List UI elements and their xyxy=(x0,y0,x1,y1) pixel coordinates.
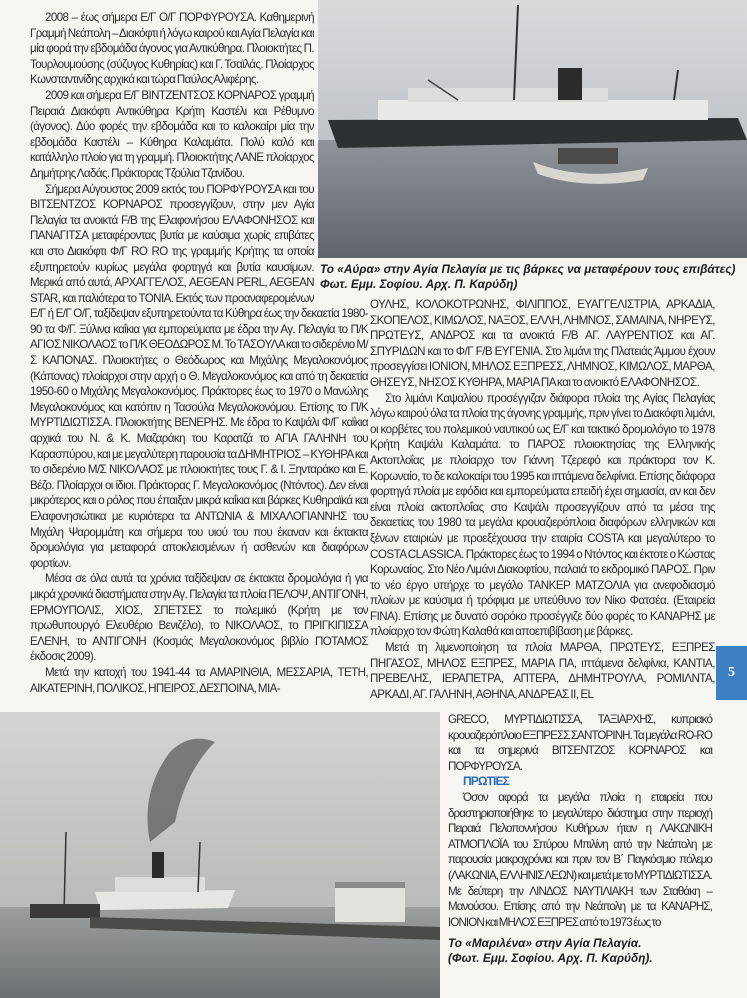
paragraph: Σήμερα Αύγουστος 2009 εκτός του ΠΟΡΦΥΡΟΥΣΑ και του ΒΙΤΣΕΝΤΖΟΣ ΚΟΡΝΑΡΟΣ προσεγγίζουν, στην μεν Αγία Πελαγία τα ανοικτά F/B της Ελαφονήσου ΕΛΑΦΟΝΗΣΟΣ και ΠΑΝΑΓΙΤΣΑ μεταφέροντας βυτία με καύσιμα χωρίς επιβάτες και στο Διακόφτι Φ/Γ RO RO της γραμμής Κρήτης τα οποία εξυπηρετούν κυρίως μεγάλα φορτηγά και βυτία καυσίμων. Μερικά από αυτά, ΑΡΧΑΓΓΕΛΟΣ, AEGEAN PERL, AEGEAN STAR, και παλιότερα το ΤΟΝΙΑ. Εκτός των προαναφερομένων Ε/Γ ή Ε/Γ Ο/Γ, ταξίδεψαν εξυπηρετούντα τα Κύθηρα έως την δεκαετία 1980-90 τα Φ/Γ. Ξύλινα καΐκια για εμπορεύματα με έδρα την Αγ. Πελαγία το Π/Κ ΑΓΙΟΣ ΝΙΚΟΛΑΟΣ το Π/Κ ΘΕΟΔΩΡΟΣ Μ. Το ΤΑΣΟΥΛΑ και το σιδερένιο Μ/Σ ΚΑΠΟΝΑΣ. Πλοιοκτήτες ο Θεόδωρος και Μιχάλης Μεγαλοκονόμος (Κάπονας) πλοίαρχοι στην αρχή ο Θ. Μεγαλοκονόμος και από τη δεκαετία 1950-60 ο Μιχάλης Μεγαλοκονόμος. Πράκτορες έως το 1970 ο Μανώλης Μεγαλοκονόμος και κατόπιν η Τασούλα Μεγαλοκονόμου. Επίσης το Π/Κ ΜΥΡΤΙΔΙΩΤΙΣΣΑ. Πλοιοκτήτης ΒΕΝΕΡΗΣ. Με έδρα το Καψάλι Φ/Γ καΐκια αρχικά του Ν. & Κ. Μαζαράκη του Καρατζά το ΑΓΙΑ ΓΑΛΗΝΗ του Καρασπύρου, και με μεγαλύτερη παρουσία τα ΔΗΜΗΤΡΙΟΣ – ΚΥΘΗΡΑ και το σιδερένιο Μ/Σ ΝΙΚΟΛΑΟΣ με πλοιοκτήτες τους Γ. & Ι. Ξηνταράκο και Ε. Βέζο. Πλοίαρχοι οι ίδιοι. Πράκτορας Γ. Μεγαλοκονόμος (Ντόντος). Δεν είναι μικρότερος και ο ρόλος που έπαιξαν μικρά καΐκια και βάρκες Κυθηραϊκά και Ελαφονησιώτικα με κυριότερα τα ΑΝΤΩΝΙΑ & ΜΙΧΑΛΟΓΙΑΝΝΗΣ του Μιχάλη Ψαρομμάτη και σήμερα του υιού του που έκαναν και έκτακτα δρομολόγια για μεταφορά αποκλεισμένων ή ασθενών και διαφόρων φορτίων. xyxy=(30,182,368,570)
bottom-photo-caption-line2: (Φωτ. Εμμ. Σοφίου. Αρχ. Π. Καρύδη). xyxy=(448,951,653,965)
photo-marilena-ship xyxy=(0,712,440,998)
page-number-tab xyxy=(716,646,747,700)
section-heading: ΠΡΩΤΙΕΣ xyxy=(463,774,509,789)
top-photo-caption xyxy=(320,262,747,292)
right-column xyxy=(370,297,715,702)
paragraph: 2008 – έως σήμερα Ε/Γ Ο/Γ ΠΟΡΦΥΡΟΥΣΑ. Καθημερινή Γραμμή Νεάπολη – Διακόφτι ή λόγω καιρού και Αγία Πελαγία και μία φορά την εβδομάδα άγονος για Αντικύθηρα. Πλοιοκτήτες Π. Τουρλουμούσης (σύζυγος Κυθηρίας) και Γ. Τσαϊλάς. Πλοίαρχος Κωνσταντινίδης αρχικά και τώρα Παύλος Αλιφέρης. xyxy=(30,11,314,87)
paragraph: 2009 και σήμερα Ε/Γ ΒΙΝΤΖΕΝΤΣΟΣ ΚΟΡΝΑΡΟΣ γραμμή Πειραιά Διακόφτι Αντικύθηρα Κρήτη Καστέλι και Ρέθυμνο (άγονος). Δύο φορές την εβδομάδα και το καλοκαίρι μία την εβδομάδα Καστέλι – Κύθηρα Καλαμάτα. Πολύ καλό και κατάλληλο πλοίο για τη γραμμή. Πλοιοκτήτης ΛΑΝΕ πλοίαρχος Δημήτρης Λαδάς. Πράκτορας Τζούλια Τζανίδου. xyxy=(30,88,314,180)
top-photo-caption-line1: Το «Αύρα» στην Αγία Πελαγία με τις βάρκες να μεταφέρουν τους επιβάτες) xyxy=(320,262,736,276)
paragraph-continuation: ΟΥΛΗΣ, ΚΟΛΟΚΟΤΡΩΝΗΣ, ΦΙΛΙΠΠΟΣ, ΕΥΑΓΓΕΛΙΣΤΡΙΑ, ΑΡΚΑΔΙΑ, ΣΚΟΠΕΛΟΣ, ΚΙΜΩΛΟΣ, ΝΑΞΟΣ, ΕΛΛΗ, ΛΗΜΝΟΣ, ΣΑΜΑΙΝΑ, ΝΗΡΕΥΣ, ΠΡΩΤΕΥΣ, ΑΝΔΡΟΣ και τα ανοικτά F/B ΑΓ. ΛΑΥΡΕΝΤΙΟΣ και ΑΓ. ΣΠΥΡΙΔΩΝ και το Φ/Γ F/B ΕΥΓΕΝΙΑ. Στο λιμάνι της Πλατειάς Άμμου έχουν προσεγγίσει ΙΟΝΙΟΝ, ΜΗΛΟΣ ΕΞΠΡΕΣΣ, ΛΗΜΝΟΣ, ΚΙΜΩΛΟΣ, ΜΑΡΘΑ, ΘΗΣΕΥΣ, ΝΗΣΟΣ ΚΥΘΗΡΑ, ΜΑΡΙΑ ΠΑ και το ανοικτό ΕΛΑΦΟΝΗΣΟΣ. xyxy=(370,298,715,389)
paragraph-continuation: GRECO, ΜΥΡΤΙΔΙΩΤΙΣΣΑ, ΤΑΞΙΑΡΧΗΣ, κυπριακό κρουαζιερόπλοιο ΕΞΠΡΕΣΣ ΣΑΝΤΟΡΙΝΗ. Τα μεγάλα RO-RO και τα σημερινά ΒΙΤΣΕΝΤΖΟΣ ΚΟΡΝΑΡΟΣ και ΠΟΡΦΥΡΟΥΣΑ. xyxy=(448,713,712,773)
paragraph: Όσον αφορά τα μεγάλα πλοία η εταιρεία που δραστηριοποιήθηκε το μεγαλύτερο διάστημα στην περιοχή Πειραιά Πελοποννήσου Κυθήρων ήταν η ΛΑΚΩΝΙΚΗ ΑΤΜΟΠΛΟΪΑ του Σπύρου Μπιλίνη από την Νεάπολη με παρουσία μακροχρόνια και πριν τον Β΄ Παγκόσμιο πόλεμο (ΛΑΚΩΝΙΑ, ΕΛΛΗΝΙΣ ΛΕΩΝ) και μετά με το ΜΥΡΤΙΔΙΩΤΙΣΣΑ. Με δεύτερη την ΛΙΝΔΟΣ ΝΑΥΤΙΛΙΑΚΗ των Σταθάκη – Μανούσου. Επίσης από την Νεάπολη με τα ΚΑΝΑΡΗΣ, ΙΟΝΙΟΝ και ΜΗΛΟΣ ΕΞΠΡΕΣ από το 1973 έως το xyxy=(448,790,712,929)
paragraph: Μέσα σε όλα αυτά τα χρόνια ταξίδεψαν σε έκτακτα δρομολόγια ή για μικρά χρονικά διαστήματα στην Αγ. Πελαγία τα πλοία ΠΕΛΟΨ, ΑΝΤΙΓΟΝΗ, ΕΡΜΟΥΠΟΛΙΣ, ΧΙΟΣ, ΣΠΕΤΣΕΣ το πολεμικό (Κρήτη με τον πρωθυπουργό Ελευθέριο Βενιζέλο), το ΝΙΚΟΛΑΟΣ, το ΠΡΙΓΚΙΠΙΣΣΑ ΕΛΕΝΗ, το ΑΝΤΙΓΟΝΗ (Κοσμάς Μεγαλοκονόμος βιβλίο ΠΟΤΑΜΟΣ έκδοσις 2009). xyxy=(30,572,368,664)
bottom-photo-caption xyxy=(448,936,718,966)
photo-avra-ship xyxy=(318,0,747,258)
bottom-photo-caption-line1: Το «Μαριλένα» στην Αγία Πελαγία. xyxy=(448,936,642,950)
top-photo-caption-line2: Φωτ. Εμμ. Σοφίου. Αρχ. Π. Καρύδη) xyxy=(320,277,518,291)
left-column xyxy=(30,10,368,696)
right-column-bottom xyxy=(448,712,712,930)
page-number: 5 xyxy=(728,665,735,680)
paragraph: Στο λιμάνι Καψαλίου προσέγγιζαν διάφορα πλοία της Αγίας Πελαγίας λόγω καιρού όλα τα πλοία της άγονης γραμμής, πριν γίνει το Διακόφτι λιμάνι, οι κορβέτες του πολεμικού ναυτικού ως Ε/Γ και τακτικό δρομολόγιο το 1978 Κρήτη Καψάλι Καλαμάτα. το ΠΑΡΟΣ πλοιοκτησίας της Ελληνικής Ακτοπλοΐας με πλοίαρχο τον Γιάννη Τζερεφό και πράκτορα τον Κ. Κορωναίο, το δε καλοκαίρι του 1995 και ιπτάμενα δελφίνια. Επίσης διάφορα φορτηγά πλοία με εφόδια και εμπορεύματα επειδή έχει σημασία, αν και δεν είναι πλοία ακτοπλοΐας στο Καψάλι προσεγγίζουν από τα μέσα της δεκαετίας του 1980 τα μεγάλα κρουαζιερόπλοια διαφόρων ελληνικών και ξένων εταιριών με προεξέχουσα την εταιρία COSTA και μεγαλύτερο το COSTA CLASSICA. Πράκτορες έως το 1994 ο Ντόντος και έκτοτε ο Κώστας Κορωναίος. Στο Νέο Λιμάνι Διακοφτίου, παλαιά το εκδρομικό ΠΑΡΟΣ. Πριν το νέο έργο υπήρχε το μεγάλο ΤΑΝΚΕΡ ΜΑΤΖΟΛΙΑ για ανεφοδιασμό πλοίων με καύσιμα ή τρόφιμα με υπεύθυνο τον Νίκο Φατσέα. (Εταιρεία FINA). Επίσης με δυνατό σορόκο προσέγγιζε δύο φορές το ΚΑΝΑΡΗΣ με πλοίαρχο τον Φώτη Καλαθά και αποεπιβίβαση με βάρκες. xyxy=(370,391,715,639)
paragraph: Μετά την κατοχή του 1941-44 τα ΑΜΑΡΙΝΘΙΑ, ΜΕΣΣΑΡΙΑ, ΤΕΤΗ, ΑΙΚΑΤΕΡΙΝΗ, ΠΟΛΙΚΟΣ, ΗΠΕΙΡΟΣ, ΔΕΣΠΟΙΝΑ, ΜΙΑ- xyxy=(30,665,368,695)
paragraph: Μετά τη λιμενοποίηση τα πλοία ΜΑΡΘΑ, ΠΡΩΤΕΥΣ, ΕΞΠΡΕΣ ΠΗΓΑΣΟΣ, ΜΗΛΟΣ ΕΞΠΡΕΣ, ΜΑΡΙΑ ΠΑ, ιπτάμενα δελφίνια, ΚΑΝΤΙΑ, ΠΡΕΒΕΛΗΣ, ΙΕΡΑΠΕΤΡΑ, ΑΠΤΕΡΑ, ΔΗΜΗΤΡΟΥΛΑ, ΡΟΜΙΛΝΤΑ, ΑΡΚΑΔΙ, ΑΓ. ΓΑΛΗΝΗ, ΑΘΗΝΑ, ΑΝΔΡΕΑΣ ΙΙ, EL xyxy=(370,641,715,701)
